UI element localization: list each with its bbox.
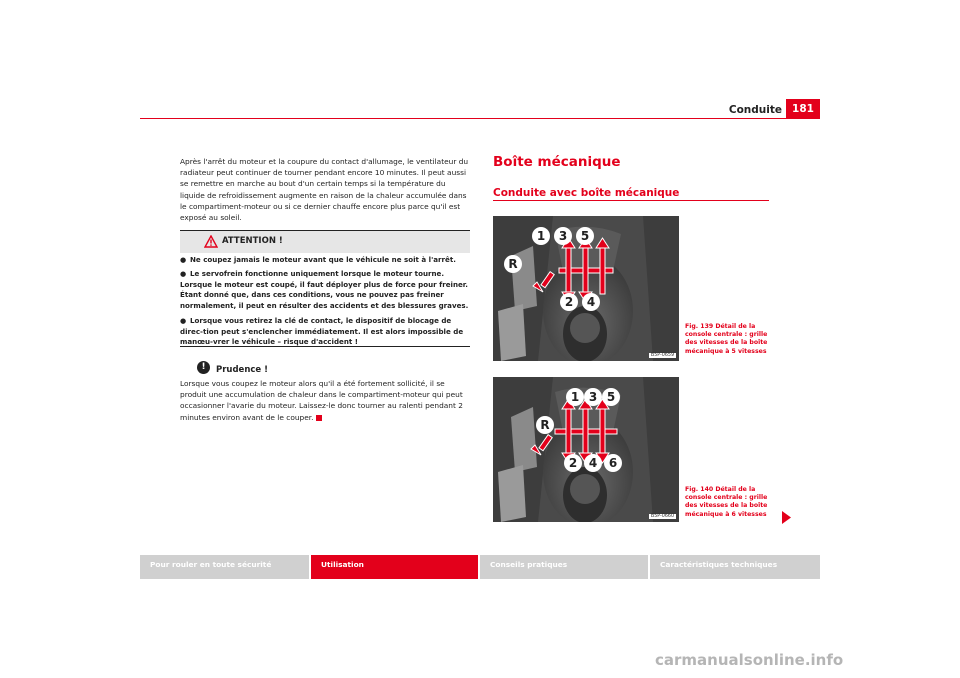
- attention-header: [180, 231, 470, 253]
- gear-label: 6: [608, 456, 618, 470]
- subsection-rule: [493, 200, 769, 201]
- figure-gearshift-6-speed: [493, 377, 679, 522]
- header-rule: [140, 118, 820, 119]
- next-page-arrow-icon[interactable]: [782, 511, 791, 524]
- figure-code: B5P-0659: [650, 353, 674, 358]
- gear-label: 1: [536, 229, 546, 243]
- subsection-title: Conduite avec boîte mécanique: [493, 187, 680, 199]
- bullet-icon: ●: [180, 269, 187, 278]
- gearshift-illustration: [493, 377, 679, 522]
- tab-technical-data[interactable]: Caractéristiques techniques: [650, 555, 820, 579]
- figure-gearshift-5-speed: [493, 216, 679, 361]
- attention-item: ● Le servofrein fonctionne uniquement lorsque le moteur tourne. Lorsque le moteur est coupé, il faut déployer plus de force pour freiner. Étant donné que, dans ces conditions, vous ne pouvez pas freiner normalement, il peut en résulter des accidents et des blessures graves.: [180, 269, 469, 310]
- section-title: Boîte mécanique: [493, 154, 621, 170]
- bullet-icon: ●: [180, 255, 187, 264]
- tab-safety[interactable]: Pour rouler en toute sécurité: [140, 555, 309, 579]
- exclamation-circle-icon: !: [197, 361, 210, 374]
- page-number: 181: [786, 99, 820, 119]
- gear-label: 5: [606, 390, 616, 404]
- bullet-icon: ●: [180, 316, 187, 325]
- gear-label: 2: [564, 295, 574, 309]
- gear-label: 5: [580, 229, 590, 243]
- prudence-heading: Prudence !: [216, 365, 269, 375]
- gear-label: R: [508, 257, 518, 271]
- gear-label: 4: [588, 456, 598, 470]
- gear-label: 3: [588, 390, 598, 404]
- gear-label: 2: [568, 456, 578, 470]
- intro-paragraph: Après l'arrêt du moteur et la coupure du contact d'allumage, le ventilateur du radiateur peut continuer de tourner pendant encore 10 minutes. Il peut aussi se remettre en marche au bout d'un certain temps si la température du liquide de refroidissement augmente en raison de la chaleur accumulée dans le compartiment-moteur ou si ce dernier chauffe encore plus parce qu'il est exposé au soleil.: [180, 157, 469, 223]
- tab-operation[interactable]: Utilisation: [311, 555, 478, 579]
- gear-label: 1: [570, 390, 580, 404]
- gear-label: 4: [586, 295, 596, 309]
- watermark: carmanualsonline.info: [655, 651, 844, 669]
- chapter-title: Conduite: [728, 104, 782, 116]
- gear-label: 3: [558, 229, 568, 243]
- prudence-paragraph: Lorsque vous coupez le moteur alors qu'il a été fortement sollicité, il se produit une accumulation de chaleur dans le compartiment-moteur qui peut occasionner l'avarie du moteur. Laissez-le donc tourner au ralenti pendant 2 minutes environ avant de le couper.: [180, 379, 463, 422]
- end-of-section-icon: [316, 415, 322, 421]
- gearshift-illustration: [493, 216, 679, 361]
- attention-item: ● Lorsque vous retirez la clé de contact, le dispositif de blocage de direc-tion peut s'enclencher immédiatement. Il est alors impossible de manœu-vrer le véhicule – risque d'accident !: [180, 316, 464, 347]
- tab-practical-tips[interactable]: Conseils pratiques: [480, 555, 648, 579]
- figure-code: B5P-0660: [650, 514, 674, 519]
- figure-caption: Fig. 140 Détail de la console centrale : grille des vitesses de la boîte mécanique à 6 vitesses: [685, 486, 768, 518]
- attention-box: [180, 230, 470, 347]
- figure-caption: Fig. 139 Détail de la console centrale : grille des vitesses de la boîte mécanique à 5 vitesses: [685, 323, 768, 355]
- attention-item: ● Ne coupez jamais le moteur avant que le véhicule ne soit à l'arrêt.: [180, 255, 456, 264]
- warning-triangle-icon: [204, 235, 218, 248]
- gear-label: R: [540, 418, 550, 432]
- attention-heading: ATTENTION !: [222, 236, 283, 246]
